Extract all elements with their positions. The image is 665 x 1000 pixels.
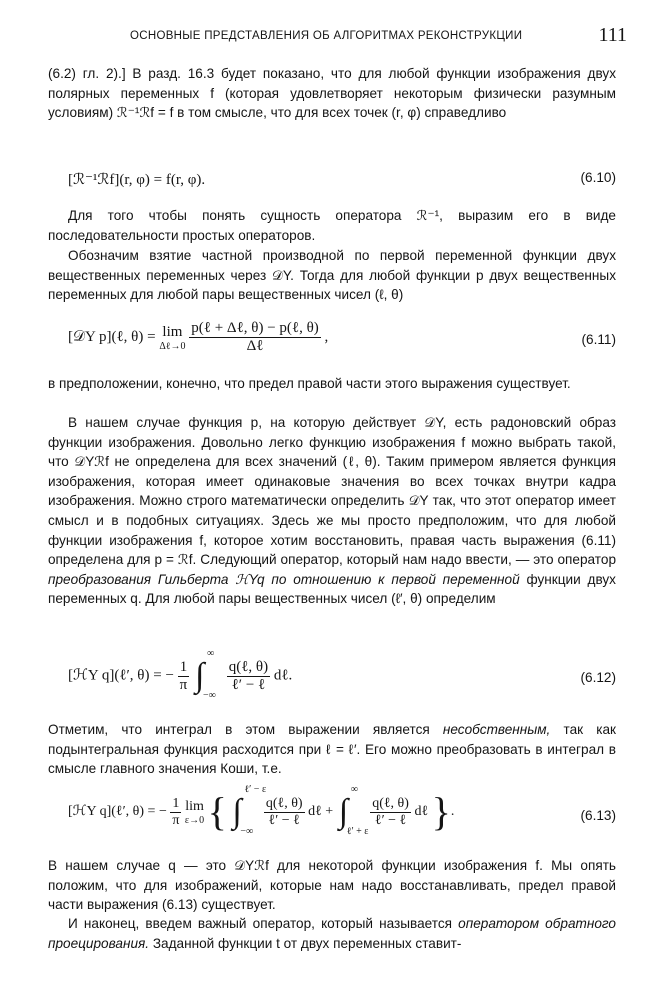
numerator: q(ℓ, θ)	[372, 795, 409, 811]
limit-operator	[185, 799, 204, 826]
paragraph-5-text-b: функции двух переменных q. Для любой пары вещественных чисел (ℓ′, θ) определим	[48, 571, 616, 607]
coefficient-fraction	[178, 659, 190, 694]
paragraph-5-emphasis: преобразования Гильберта ℋYq по отношению к первой переменной	[48, 571, 520, 587]
limit-label: lim	[162, 323, 183, 340]
left-brace: {	[207, 789, 227, 834]
paragraph-5	[48, 413, 616, 609]
integral-symbol: ∫	[194, 657, 205, 694]
paragraph-7: В нашем случае q — это 𝒟Yℛf для некоторой функции изображения f. Мы опять положим, что для изображений, которые нам надо восстанавливать, предел правой части выражения (6.13) существует.	[48, 858, 616, 913]
paragraph-6-emphasis: несобственным,	[442, 722, 551, 737]
denominator: Δℓ	[246, 338, 264, 354]
paragraph-8	[48, 914, 616, 953]
integral-sign-1	[230, 784, 267, 837]
denominator: ℓ′ − ℓ	[374, 812, 407, 828]
equation-body	[68, 784, 455, 837]
paragraph-8-text-a: И наконец, введем важный оператор, который называется	[68, 916, 453, 931]
page-number: 111	[598, 24, 627, 46]
equation-number: (6.13)	[580, 808, 616, 823]
paragraph-8-text-b: Заданной функции t от двух переменных ставит-	[152, 935, 462, 951]
equation-body	[68, 320, 328, 355]
limit-subscript: ε→0	[184, 814, 205, 826]
equation-tail: ,	[324, 328, 329, 345]
equation-lhs: [ℋY q](ℓ′, θ) = −	[68, 804, 167, 820]
paragraph-4: в предположении, конечно, что предел правой части этого выражения существует.	[48, 376, 571, 391]
integral-symbol: ∫	[338, 793, 349, 830]
limit-operator	[159, 324, 185, 352]
equation-number: (6.11)	[581, 332, 616, 347]
equation-end: .	[450, 804, 455, 820]
paragraph-2: Для того чтобы понять сущность оператора ℛ⁻¹, выразим его в виде последовательности простых операторов.	[48, 208, 616, 243]
paragraph-5-text-a: В нашем случае функция p, на которую действует 𝒟Y, есть радоновский образ функции изображения. Довольно легко функцию изображения f можно выбрать такой, что 𝒟Yℛf не определена для всех значений (ℓ, θ). Таким примером является функция изображения, которая имеет одинаковые значения во всех точках внутри кадра изображения. Можно строго математически определить 𝒟Y так, что этот оператор имеет смысл и в подобных ситуациях. Здесь же мы просто предположим, что для любой функции изображения f, которое хотим восстановить, правая часть выражения (6.11) определена для p = ℛf. Следующий оператор, который нам надо ввести, — это оператор	[48, 415, 616, 568]
equation-6-11	[48, 318, 616, 362]
equation-tail: dℓ.	[273, 667, 293, 684]
integrand-fraction	[227, 659, 270, 694]
integrand-fraction-1	[264, 796, 305, 829]
denominator: ℓ′ − ℓ	[268, 812, 300, 828]
paragraph-8-emphasis: оператором обратного проецирования.	[48, 916, 616, 951]
equation-lhs: [ℋY q](ℓ′, θ) = −	[68, 667, 174, 684]
equation-6-10	[48, 170, 616, 194]
equation-number: (6.10)	[580, 170, 616, 185]
paragraph-6-text-a: Отметим, что интеграл в этом выражении является	[48, 722, 430, 737]
paragraph-6	[48, 720, 616, 779]
integral-lower-limit: −∞	[240, 826, 254, 837]
integral-symbol: ∫	[232, 793, 242, 830]
integral-lower-limit: ℓ′ + ε	[346, 826, 369, 837]
limit-label: lim	[185, 798, 204, 814]
numerator: q(ℓ, θ)	[228, 658, 269, 675]
equation-lhs: [𝒟Y p](ℓ, θ) =	[68, 328, 156, 345]
numerator: p(ℓ + Δℓ, θ) − p(ℓ, θ)	[191, 320, 319, 336]
paragraph-1: (6.2) гл. 2).] В разд. 16.3 будет показано, что для любой функции изображения двух полярных переменных f (которая удовлетворяет некоторым физически разумным условиям) ℛ⁻¹ℛf = f в том смысле, что для всех точек (r, φ) справедливо	[48, 66, 616, 121]
numerator: 1	[170, 796, 181, 813]
denominator: π	[179, 676, 188, 693]
equation-6-13	[48, 784, 616, 842]
coefficient-fraction	[170, 796, 181, 829]
fraction	[189, 320, 320, 355]
integral-lower-limit: −∞	[202, 690, 216, 701]
limit-subscript: Δℓ→0	[159, 340, 186, 352]
integrand-fraction-2	[370, 796, 411, 829]
integral-upper-limit: ℓ′ − ε	[244, 784, 267, 795]
integral-upper-limit: ∞	[350, 784, 358, 795]
numerator: q(ℓ, θ)	[265, 795, 303, 811]
equation-6-12	[48, 648, 616, 704]
numerator: 1	[178, 659, 190, 677]
paragraph-3: Обозначим взятие частной производной по первой переменной функции двух вещественных переменных через 𝒟Y. Тогда для любой функции p двух вещественных переменных для любой пары вещественных чисел (ℓ, θ)	[48, 248, 616, 303]
denominator: ℓ′ − ℓ	[231, 676, 266, 693]
equation-body	[68, 648, 293, 701]
equation-tail: dℓ	[414, 804, 429, 820]
equation-mid: dℓ +	[308, 804, 334, 820]
equation-body: [ℛ⁻¹ℛf](r, φ) = f(r, φ).	[68, 172, 206, 188]
denominator: π	[172, 812, 180, 828]
right-brace: }	[431, 789, 451, 834]
equation-number: (6.12)	[580, 670, 616, 685]
integral-sign	[193, 648, 223, 701]
paragraph-6-text-b: так как подынтегральная функция расходится при ℓ = ℓ′. Его можно преобразовать в интеграл в смысле главного значения Коши, т.е.	[48, 722, 616, 777]
integral-upper-limit: ∞	[206, 648, 215, 659]
integral-sign-2	[337, 784, 369, 837]
running-title: ОСНОВНЫЕ ПРЕДСТАВЛЕНИЯ ОБ АЛГОРИТМАХ РЕКОНСТРУКЦИИ	[130, 30, 523, 42]
